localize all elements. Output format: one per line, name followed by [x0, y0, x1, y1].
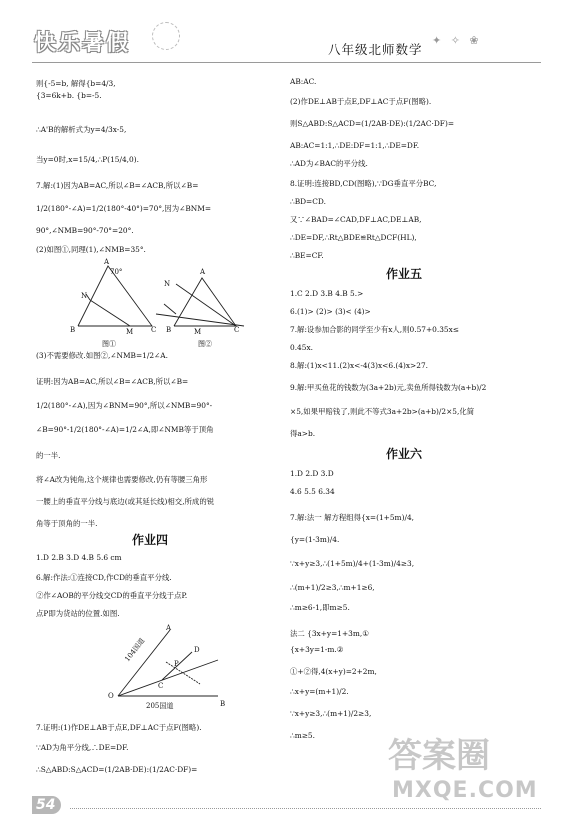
answer-line: 1.D 2.B 3.D 4.B 5.6 cm	[36, 553, 122, 562]
label-road-104: 104国道	[123, 636, 147, 664]
text-line: ∴m≥5.	[290, 731, 315, 740]
text-line: 8.解:(1)x<11.(2)x<-4(3)x<6.(4)x>27.	[290, 361, 429, 370]
text-line: ②作∠AOB的平分线交CD的垂直平分线于点P.	[36, 591, 188, 600]
text-line: ∴DE=DF,∴Rt△BDE≌Rt△DCF(HL),	[290, 233, 417, 242]
section-title-4: 作业四	[132, 533, 169, 547]
text-line: 法二 {3x+y=1+3m,①	[290, 629, 369, 638]
text-line: 则{-5=b, 解得{b=4/3,	[36, 79, 116, 88]
svg-text:C: C	[234, 326, 240, 334]
svg-text:A: A	[104, 258, 110, 266]
answer-line: 1.D 2.D 3.D	[290, 469, 334, 478]
text-line: ∵x+y≥3,∴(1+5m)/4+(1-3m)/4≥3,	[290, 559, 415, 568]
text-line: (2)作DE⊥AB于点E,DF⊥AC于点F(图略).	[290, 97, 432, 106]
book-brand: 快乐暑假	[34, 31, 131, 56]
text-line: 7.证明:(1)作DE⊥AB于点E,DF⊥AC于点F(图略).	[36, 723, 202, 732]
text-line: ∴(m+1)/2≥3,∴m+1≥6,	[290, 583, 375, 592]
text-line: AB:AC=1:1,∴DE:DF=1:1,∴DE=DF.	[290, 141, 420, 150]
text-line: ①+②得,4(x+y)=2+2m,	[290, 667, 377, 676]
text-line: 当y=0时,x=15/4,∴P(15/4,0).	[36, 155, 139, 164]
svg-text:N: N	[81, 292, 88, 300]
text-line: 6.解:作法:①连接CD,作CD的垂直平分线.	[36, 573, 172, 582]
text-line: ∴BD=CD.	[290, 197, 326, 206]
text-line: 证明:因为AB=AC,所以∠B=∠ACB,所以∠B=	[36, 377, 189, 386]
svg-text:A: A	[200, 268, 206, 276]
text-line: 7.解:(1)因为AB=AC,所以∠B=∠ACB,所以∠B=	[36, 181, 199, 190]
watermark-url: MXQE.COM	[392, 778, 538, 803]
text-line: {3=6k+b. {b=-5.	[36, 91, 102, 100]
text-line: ∴m≥6-1,即m≥5.	[290, 603, 350, 612]
text-line: 点P即为货站的位置.如图.	[36, 609, 120, 618]
svg-text:B: B	[166, 326, 172, 334]
sun-decoration-icon	[152, 22, 180, 50]
text-line: 则S△ABD:S△ACD=(1/2AB·DE):(1/2AC·DF)=	[290, 119, 455, 128]
text-line: 1/2(180°-∠A)=1/2(180°-40°)=70°,因为∠BNM=	[36, 204, 212, 213]
text-line: AB:AC.	[290, 77, 317, 86]
svg-text:70°: 70°	[110, 268, 123, 276]
text-line: (3)不需要修改.如图②,∠NMB=1/2∠A.	[36, 351, 168, 360]
text-line: 0.45x.	[290, 343, 313, 352]
star-decoration-icon: ✦ ✧ ❀	[432, 34, 482, 47]
text-line: ∵AD为角平分线,∴DE=DF.	[36, 743, 129, 752]
text-line: 8.证明:连接BD,CD(图略),∵DG垂直平分BC,	[290, 179, 437, 188]
page-number: 54	[32, 796, 61, 814]
road-figure	[106, 622, 246, 712]
answer-line: 1.C 2.D 3.B 4.B 5.>	[290, 289, 364, 298]
text-line: ∴BE=CF.	[290, 251, 324, 260]
text-line: 又∵∠BAD=∠CAD,DF⊥AC,DE⊥AB,	[290, 215, 422, 224]
text-line: 90°,∠NMB=90°-70°=20°.	[36, 226, 134, 235]
text-line: ∴x+y=(m+1)/2.	[290, 687, 349, 696]
text-line: ∠B=90°-1/2(180°-∠A)=1/2∠A,即∠NMB等于顶角	[36, 425, 214, 434]
text-line: 一腰上的垂直平分线与底边(或其延长线)相交,所成的锐	[36, 497, 215, 506]
text-line: (2)如图①,同理(1),∠NMB=35°.	[36, 245, 146, 254]
svg-text:B: B	[70, 326, 76, 334]
text-line: ∴A'B的解析式为y=4/3x-5,	[36, 125, 127, 134]
text-line: {y=(1-3m)/4.	[290, 535, 340, 544]
text-line: 9.解:甲买鱼花的钱数为(3a+2b)元,卖鱼所得钱数为(a+b)/2	[290, 383, 487, 392]
text-line: ×5,如果甲赔钱了,则此不等式3a+2b>(a+b)/2×5,化简	[290, 407, 475, 416]
text-line: 的一半.	[36, 451, 61, 460]
grade-subject: 八年级北师数学	[328, 42, 423, 57]
footer-divider	[70, 808, 541, 809]
figure-1-caption: 图①	[102, 340, 116, 348]
label-O: O	[108, 692, 114, 700]
answer-line: 4.6 5.5 6.34	[290, 487, 335, 496]
svg-text:M: M	[126, 328, 134, 336]
svg-text:N: N	[164, 280, 171, 288]
text-line: 1/2(180°-∠A),因为∠BNM=90°,所以∠NMB=90°-	[36, 401, 213, 410]
label-P: P	[174, 660, 179, 668]
section-title-5: 作业五	[386, 267, 423, 281]
text-line: 7.解:法一 解方程组得{x=(1+5m)/4,	[290, 513, 414, 522]
figure-2-caption: 图②	[198, 340, 212, 348]
text-line: 得a>b.	[290, 429, 316, 438]
triangle-figures	[36, 258, 272, 348]
text-line: ∵x+y≥3,∴(m+1)/2≥3,	[290, 709, 372, 718]
svg-text:M: M	[194, 328, 202, 336]
svg-text:C: C	[151, 326, 157, 334]
label-road-205: 205国道	[146, 702, 174, 710]
header-divider	[32, 62, 541, 63]
section-title-6: 作业六	[386, 447, 423, 461]
answer-line: 6.(1)> (2)> (3)< (4)>	[290, 307, 371, 316]
page-header	[0, 0, 565, 64]
label-B: B	[220, 700, 226, 708]
text-line: 将∠A改为钝角,这个规律也需要修改,仍有等腰三角形	[36, 475, 208, 484]
label-D: D	[194, 646, 200, 654]
text-line: ∴S△ABD:S△ACD=(1/2AB·DE):(1/2AC·DF)=	[36, 765, 198, 774]
label-A: A	[166, 624, 172, 632]
text-line: 7.解:设参加合影的同学至少有x人,则0.57+0.35x≤	[290, 325, 459, 334]
text-line: 角等于顶角的一半.	[36, 519, 98, 528]
text-line: {x+3y=1-m.②	[290, 645, 344, 654]
text-line: ∴AD为∠BAC的平分线.	[290, 159, 368, 168]
label-C: C	[158, 682, 164, 690]
watermark-logo: 答案圈	[388, 736, 490, 776]
